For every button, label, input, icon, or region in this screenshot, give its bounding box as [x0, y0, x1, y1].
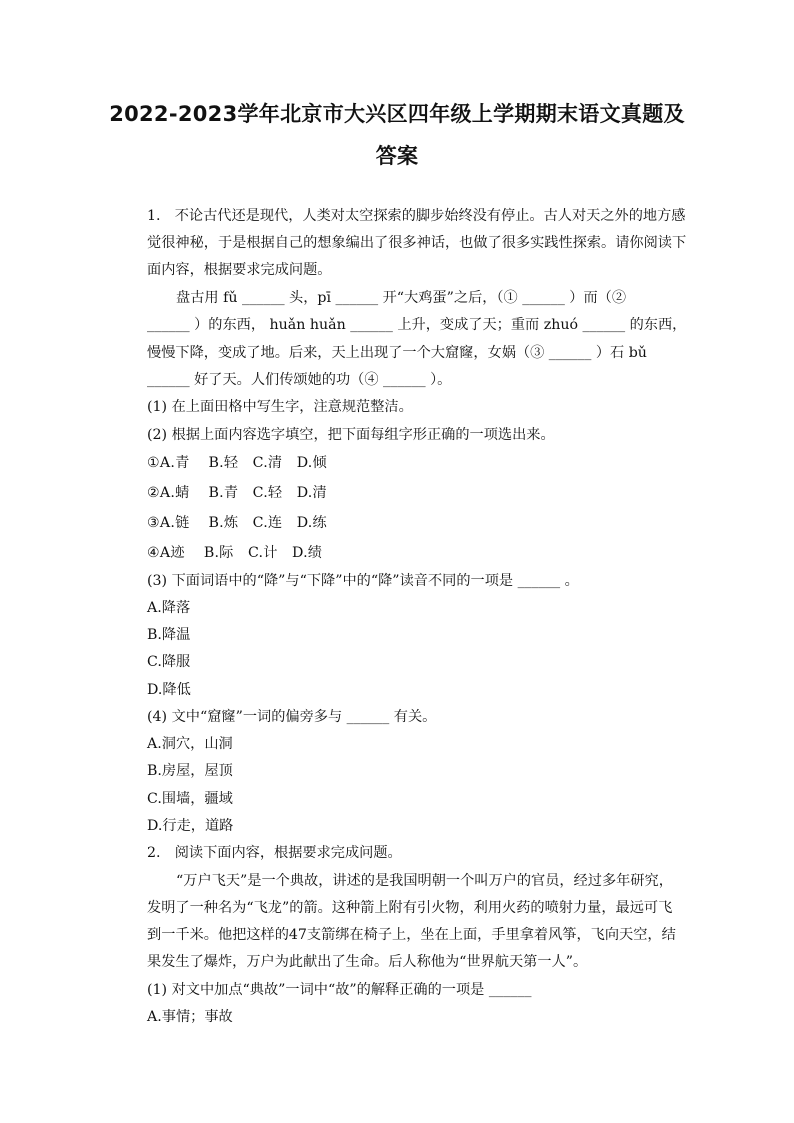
- document-title-line-1: 2022-2023学年北京市大兴区四年级上学期期末语文真题及: [109, 102, 685, 126]
- option-group-3: ③A.链 B.炼 C.连 D.练: [147, 515, 327, 531]
- question-1-intro-line: 觉很神秘，于是根据自己的想象编出了很多神话，也做了很多实践性探索。请你阅读下: [147, 235, 687, 251]
- passage-2-line: 果发生了爆炸，万户为此献出了生命。后人称他为“世界航天第一人”。: [147, 954, 588, 970]
- passage-line: ______ 好了天。人们传颂她的功（④ ______ ）。: [147, 372, 452, 388]
- question-2-intro: 2. 阅读下面内容，根据要求完成问题。: [147, 845, 402, 861]
- option-a: A.洞穴，山洞: [147, 736, 233, 752]
- option-group-2: ②A.蜻 B.青 C.轻 D.清: [147, 485, 327, 501]
- passage-line: 慢慢下降，变成了地。后来，天上出现了一个大窟窿，女娲（③ ______ ）石 bǔ: [147, 345, 647, 361]
- passage-2-line: 到一千米。他把这样的47支箭绑在椅子上，坐在上面，手里拿着风筝，飞向天空，结: [147, 927, 676, 943]
- sub-question-2: (2) 根据上面内容选字填空，把下面每组字形正确的一项选出来。: [147, 427, 555, 443]
- sub-question-4: (4) 文中“窟窿”一词的偏旁多与 ______ 有关。: [147, 709, 437, 725]
- document-title-line-2: 答案: [375, 144, 419, 168]
- passage-2-line: 发明了一种名为“飞龙”的箭。这种箭上附有引火物，利用火药的喷射力量，最远可飞: [147, 900, 673, 916]
- option-group-4: ④A迹 B.际 C.计 D.绩: [147, 545, 323, 561]
- option-d: D.行走，道路: [147, 818, 234, 834]
- question-1-intro-line: 1. 不论古代还是现代，人类对太空探索的脚步始终没有停止。古人对天之外的地方感: [147, 208, 686, 224]
- option-a: A.事情；事故: [147, 1009, 233, 1025]
- option-d: D.降低: [147, 682, 191, 698]
- passage-line: ______ ）的东西， huǎn huǎn ______ 上升，变成了天；重而 zhuó ______ 的东西，: [147, 317, 687, 333]
- sub-question-1: (1) 在上面田格中写生字，注意规范整洁。: [147, 399, 413, 415]
- question-1-intro-line: 面内容，根据要求完成问题。: [147, 262, 332, 278]
- option-group-1: ①A.青 B.轻 C.清 D.倾: [147, 455, 327, 471]
- option-c: C.降服: [147, 654, 191, 670]
- option-c: C.围墙，疆域: [147, 791, 233, 807]
- question-2-sub-question-1: (1) 对文中加点“典故”一词中“故”的解释正确的一项是 ______: [147, 982, 532, 998]
- passage-line: 盘古用 fǔ ______ 头，pī ______ 开“大鸡蛋”之后，（① ______ ）而（②: [176, 290, 627, 306]
- option-a: A.降落: [147, 600, 191, 616]
- passage-2-line: “万户飞天”是一个典故，讲述的是我国明朝一个叫万户的官员，经过多年研究，: [176, 873, 673, 889]
- sub-question-3: (3) 下面词语中的“降”与“下降”中的“降”读音不同的一项是 ______ 。: [147, 573, 579, 589]
- option-b: B.房屋，屋顶: [147, 763, 233, 779]
- option-b: B.降温: [147, 627, 191, 643]
